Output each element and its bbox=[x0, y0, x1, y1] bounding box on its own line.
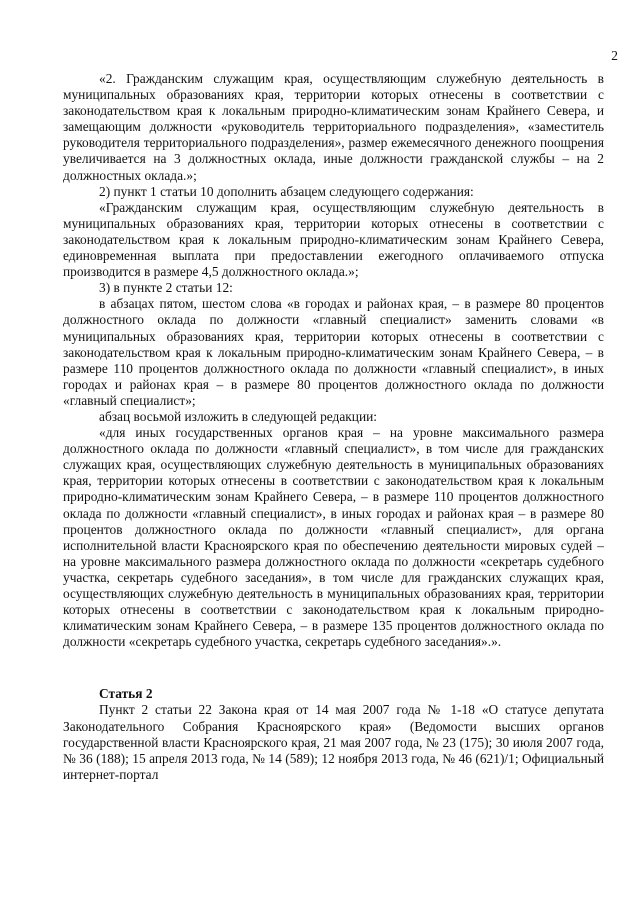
article-2-paragraph: Пункт 2 статьи 22 Закона края от 14 мая 2007 года № 1-18 «О статусе депутата Законодательного Собрания Красноярского края» (Ведомости высших органов государственной власти Красноярского края, 21 мая 2007 года, № 23 (175); 30 июля 2007 года, № 36 (188); 15 апреля 2013 года, № 14 (589); 12 ноября 2013 года, № 46 (621)/1; Официальный интернет-портал bbox=[63, 702, 604, 782]
page-number: 2 bbox=[611, 48, 618, 63]
paragraph-item-2: 2) пункт 1 статьи 10 дополнить абзацем следующего содержания: bbox=[99, 183, 474, 199]
paragraph-abzats-8-text: «для иных государственных органов края – на уровне максимального размера должностного оклада по должности «главный специалист», в том числе для гражданских служащих края, осуществляющих служебную деятельность в муниципальных образованиях края, территории которых отнесены в соответствии с законодательством края к локальным природно-климатическим зонам Крайнего Севера, – в размере 110 процентов должностного оклада по должности «главный специалист», в иных городах и районах края – в размере 80 процентов должностного оклада по должности «главный специалист», для органа исполнительной власти Красноярского края по обеспечению деятельности мировых судей – на уровне максимального размера должностного оклада по должности «секретарь судебного участка, секретарь судебного заседания», в том числе для гражданских служащих края, осуществляющих служебную деятельность в муниципальных образованиях края, территории которых отнесены в соответствии с законодательством края к локальным природно-климатическим зонам Крайнего Севера, – в размере 135 процентов должностного оклада по должности «секретарь судебного участка, секретарь судебного заседания».». bbox=[63, 425, 604, 650]
paragraph-item-3: 3) в пункте 2 статьи 12: bbox=[99, 280, 233, 296]
paragraph-abzats-8-intro: абзац восьмой изложить в следующей редакции: bbox=[99, 408, 378, 424]
paragraph-abzats-5-6: в абзацах пятом, шестом слова «в городах и районах края, – в размере 80 процентов должностного оклада по должности «главный специалист» заменить словами «в муниципальных образованиях края, территории которых отнесены в соответствии с законодательством края к локальным природно-климатическим зонам Крайнего Севера, – в размере 110 процентов должностного оклада по должности «главный специалист», в иных городах и районах края – в размере 80 процентов должностного оклада по должности «главный специалист»; bbox=[63, 296, 604, 408]
paragraph-amendment-2: «2. Гражданским служащим края, осуществляющим служебную деятельность в муниципальных образованиях края, территории которых отнесены в соответствии с законодательством края к локальным природно-климатическим зонам Крайнего Севера, и замещающим должности «руководитель территориального подразделения», «заместитель руководителя территориального подразделения», размер ежемесячного денежного поощрения увеличивается на 3 должностных оклада, иные должности гражданской службы – на 2 должностных оклада.»; bbox=[63, 71, 604, 183]
paragraph-quoted-addition: «Гражданским служащим края, осуществляющим служебную деятельность в муниципальных образованиях края, территории которых отнесены в соответствии с законодательством края к локальным природно-климатическим зонам Крайнего Севера, единовременная выплата при предоставлении ежегодного оплачиваемого отпуска производится в размере 4,5 должностного оклада.»; bbox=[63, 199, 604, 280]
document-body bbox=[63, 71, 604, 783]
article-heading: Статья 2 bbox=[99, 686, 153, 702]
